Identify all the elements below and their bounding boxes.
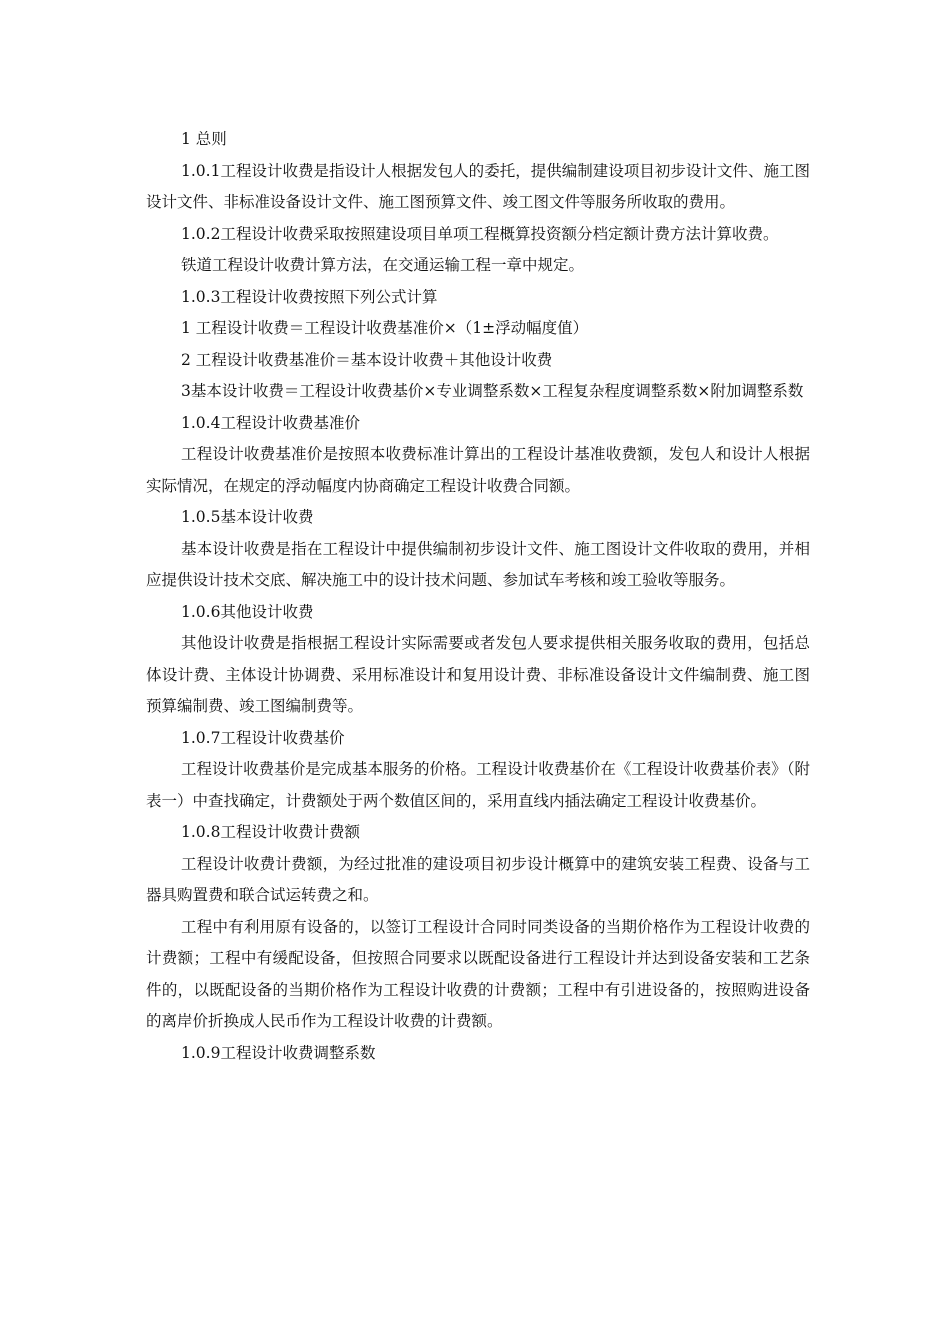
subsection-heading: 1.0.5基本设计收费 [181,508,314,526]
paragraph: 铁道工程设计收费计算方法，在交通运输工程一章中规定。 [181,256,585,274]
subsection-heading: 1.0.7工程设计收费基价 [181,728,345,747]
subsection-heading: 1.0.3工程设计收费按照下列公式计算 [181,287,438,306]
formula-line: 1 工程设计收费＝工程设计收费基准价×（1±浮动幅度值） [181,319,589,337]
section-heading: 1 总则 [181,130,227,148]
paragraph: 基本设计收费是指在工程设计中提供编制初步设计文件、施工图设计文件收取的费用，并相应提供设计技术交底、解决施工中的设计技术问题、参加试车考核和竣工验收等服务。 [146,539,810,589]
paragraph: 1.0.1工程设计收费是指设计人根据发包人的委托，提供编制建设项目初步设计文件、施工图设计文件、非标准设备设计文件、施工图预算文件、竣工图文件等服务所收取的费用。 [146,161,810,211]
formula-line: 3基本设计收费＝工程设计收费基价×专业调整系数×工程复杂程度调整系数×附加调整系数 [181,382,804,400]
paragraph: 工程设计收费基准价是按照本收费标准计算出的工程设计基准收费额，发包人和设计人根据实际情况，在规定的浮动幅度内协商确定工程设计收费合同额。 [146,445,810,495]
formula-line: 2 工程设计收费基准价＝基本设计收费＋其他设计收费 [181,350,553,369]
paragraph: 工程中有利用原有设备的，以签订工程设计合同时同类设备的当期价格作为工程设计收费的计费额；工程中有缓配设备，但按照合同要求以既配设备进行工程设计并达到设备安装和工艺条件的，以既配设备的当期价格作为工程设计收费的计费额；工程中有引进设备的，按照购进设备的离岸价折换成人民币作为工程设计收费的计费额。 [146,917,810,1030]
paragraph: 其他设计收费是指根据工程设计实际需要或者发包人要求提供相关服务收取的费用，包括总体设计费、主体设计协调费、采用标准设计和复用设计费、非标准设备设计文件编制费、施工图预算编制费、竣工图编制费等。 [146,634,810,715]
subsection-heading: 1.0.9工程设计收费调整系数 [181,1043,376,1062]
document-body [146,124,810,1069]
paragraph: 工程设计收费计费额，为经过批准的建设项目初步设计概算中的建筑安装工程费、设备与工器具购置费和联合试运转费之和。 [146,854,810,904]
subsection-heading: 1.0.4工程设计收费基准价 [181,413,360,432]
paragraph: 1.0.2工程设计收费采取按照建设项目单项工程概算投资额分档定额计费方法计算收费。 [181,224,779,243]
paragraph: 工程设计收费基价是完成基本服务的价格。工程设计收费基价在《工程设计收费基价表》（附表一）中查找确定，计费额处于两个数值区间的，采用直线内插法确定工程设计收费基价。 [146,760,810,810]
subsection-heading: 1.0.6其他设计收费 [181,602,314,621]
subsection-heading: 1.0.8工程设计收费计费额 [181,823,360,841]
